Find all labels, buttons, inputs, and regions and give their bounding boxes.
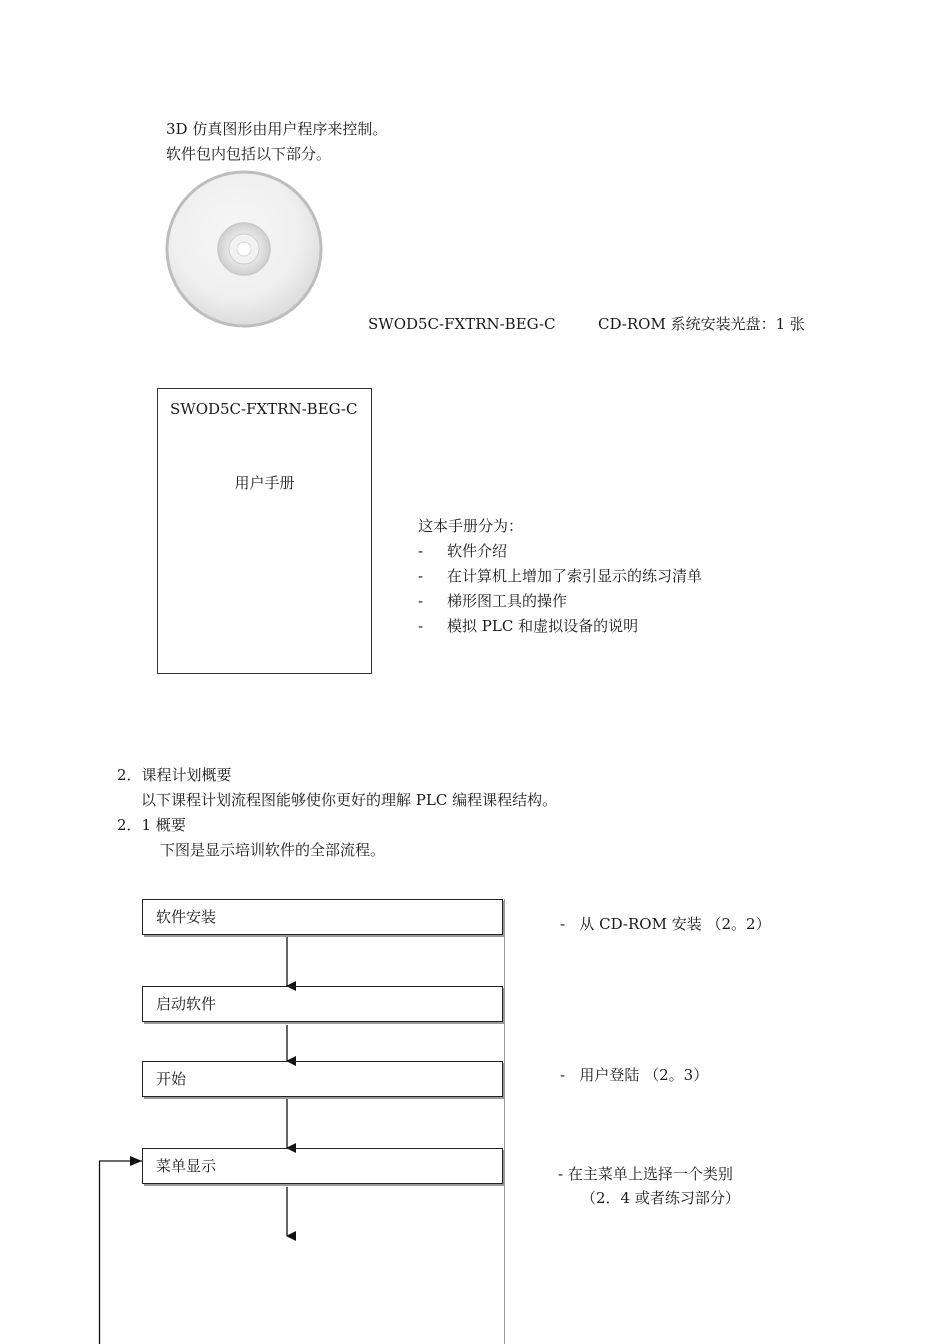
flow-step-label: 软件安装 [156,908,217,926]
manual-title: 用户手册 [234,474,295,492]
subsection-heading: 2．1 概要 [117,816,186,834]
manual-code: SWOD5C-FXTRN-BEG-C [170,400,358,418]
list-item: 软件介绍 [447,542,508,560]
intro-line-1: 3D 仿真图形由用户程序来控制。 [166,120,388,138]
flow-step-label: 菜单显示 [156,1157,217,1175]
cdrom-description: CD-ROM 系统安装光盘：1 张 [598,315,805,333]
flow-step-start [142,1061,503,1097]
flow-note-install: - 从 CD-ROM 安装 （2。2） [560,915,771,933]
flow-step-launch [142,986,503,1022]
flow-note-menu: - 在主菜单上选择一个类别 [558,1165,733,1183]
flow-step-label: 启动软件 [156,995,217,1013]
section-body: 以下课程计划流程图能够使你更好的理解 PLC 编程课程结构。 [141,791,558,809]
flow-step-menu [142,1148,503,1184]
list-item: 梯形图工具的操作 [447,592,568,610]
flow-note-menu-ref: （2．4 或者练习部分） [581,1189,740,1207]
intro-line-2: 软件包内包括以下部分。 [166,145,332,163]
subsection-body: 下图是显示培训软件的全部流程。 [160,841,386,859]
manual-contents-heading: 这本手册分为： [418,517,524,535]
flow-step-install [142,899,503,935]
flow-step-label: 开始 [156,1070,187,1088]
list-item: 在计算机上增加了索引显示的练习清单 [447,567,703,585]
list-item: 模拟 PLC 和虚拟设备的说明 [447,617,639,635]
flow-note-login: - 用户登陆 （2。3） [560,1066,709,1084]
section-heading: 2．课程计划概要 [117,766,232,784]
cdrom-code: SWOD5C-FXTRN-BEG-C [368,315,556,333]
